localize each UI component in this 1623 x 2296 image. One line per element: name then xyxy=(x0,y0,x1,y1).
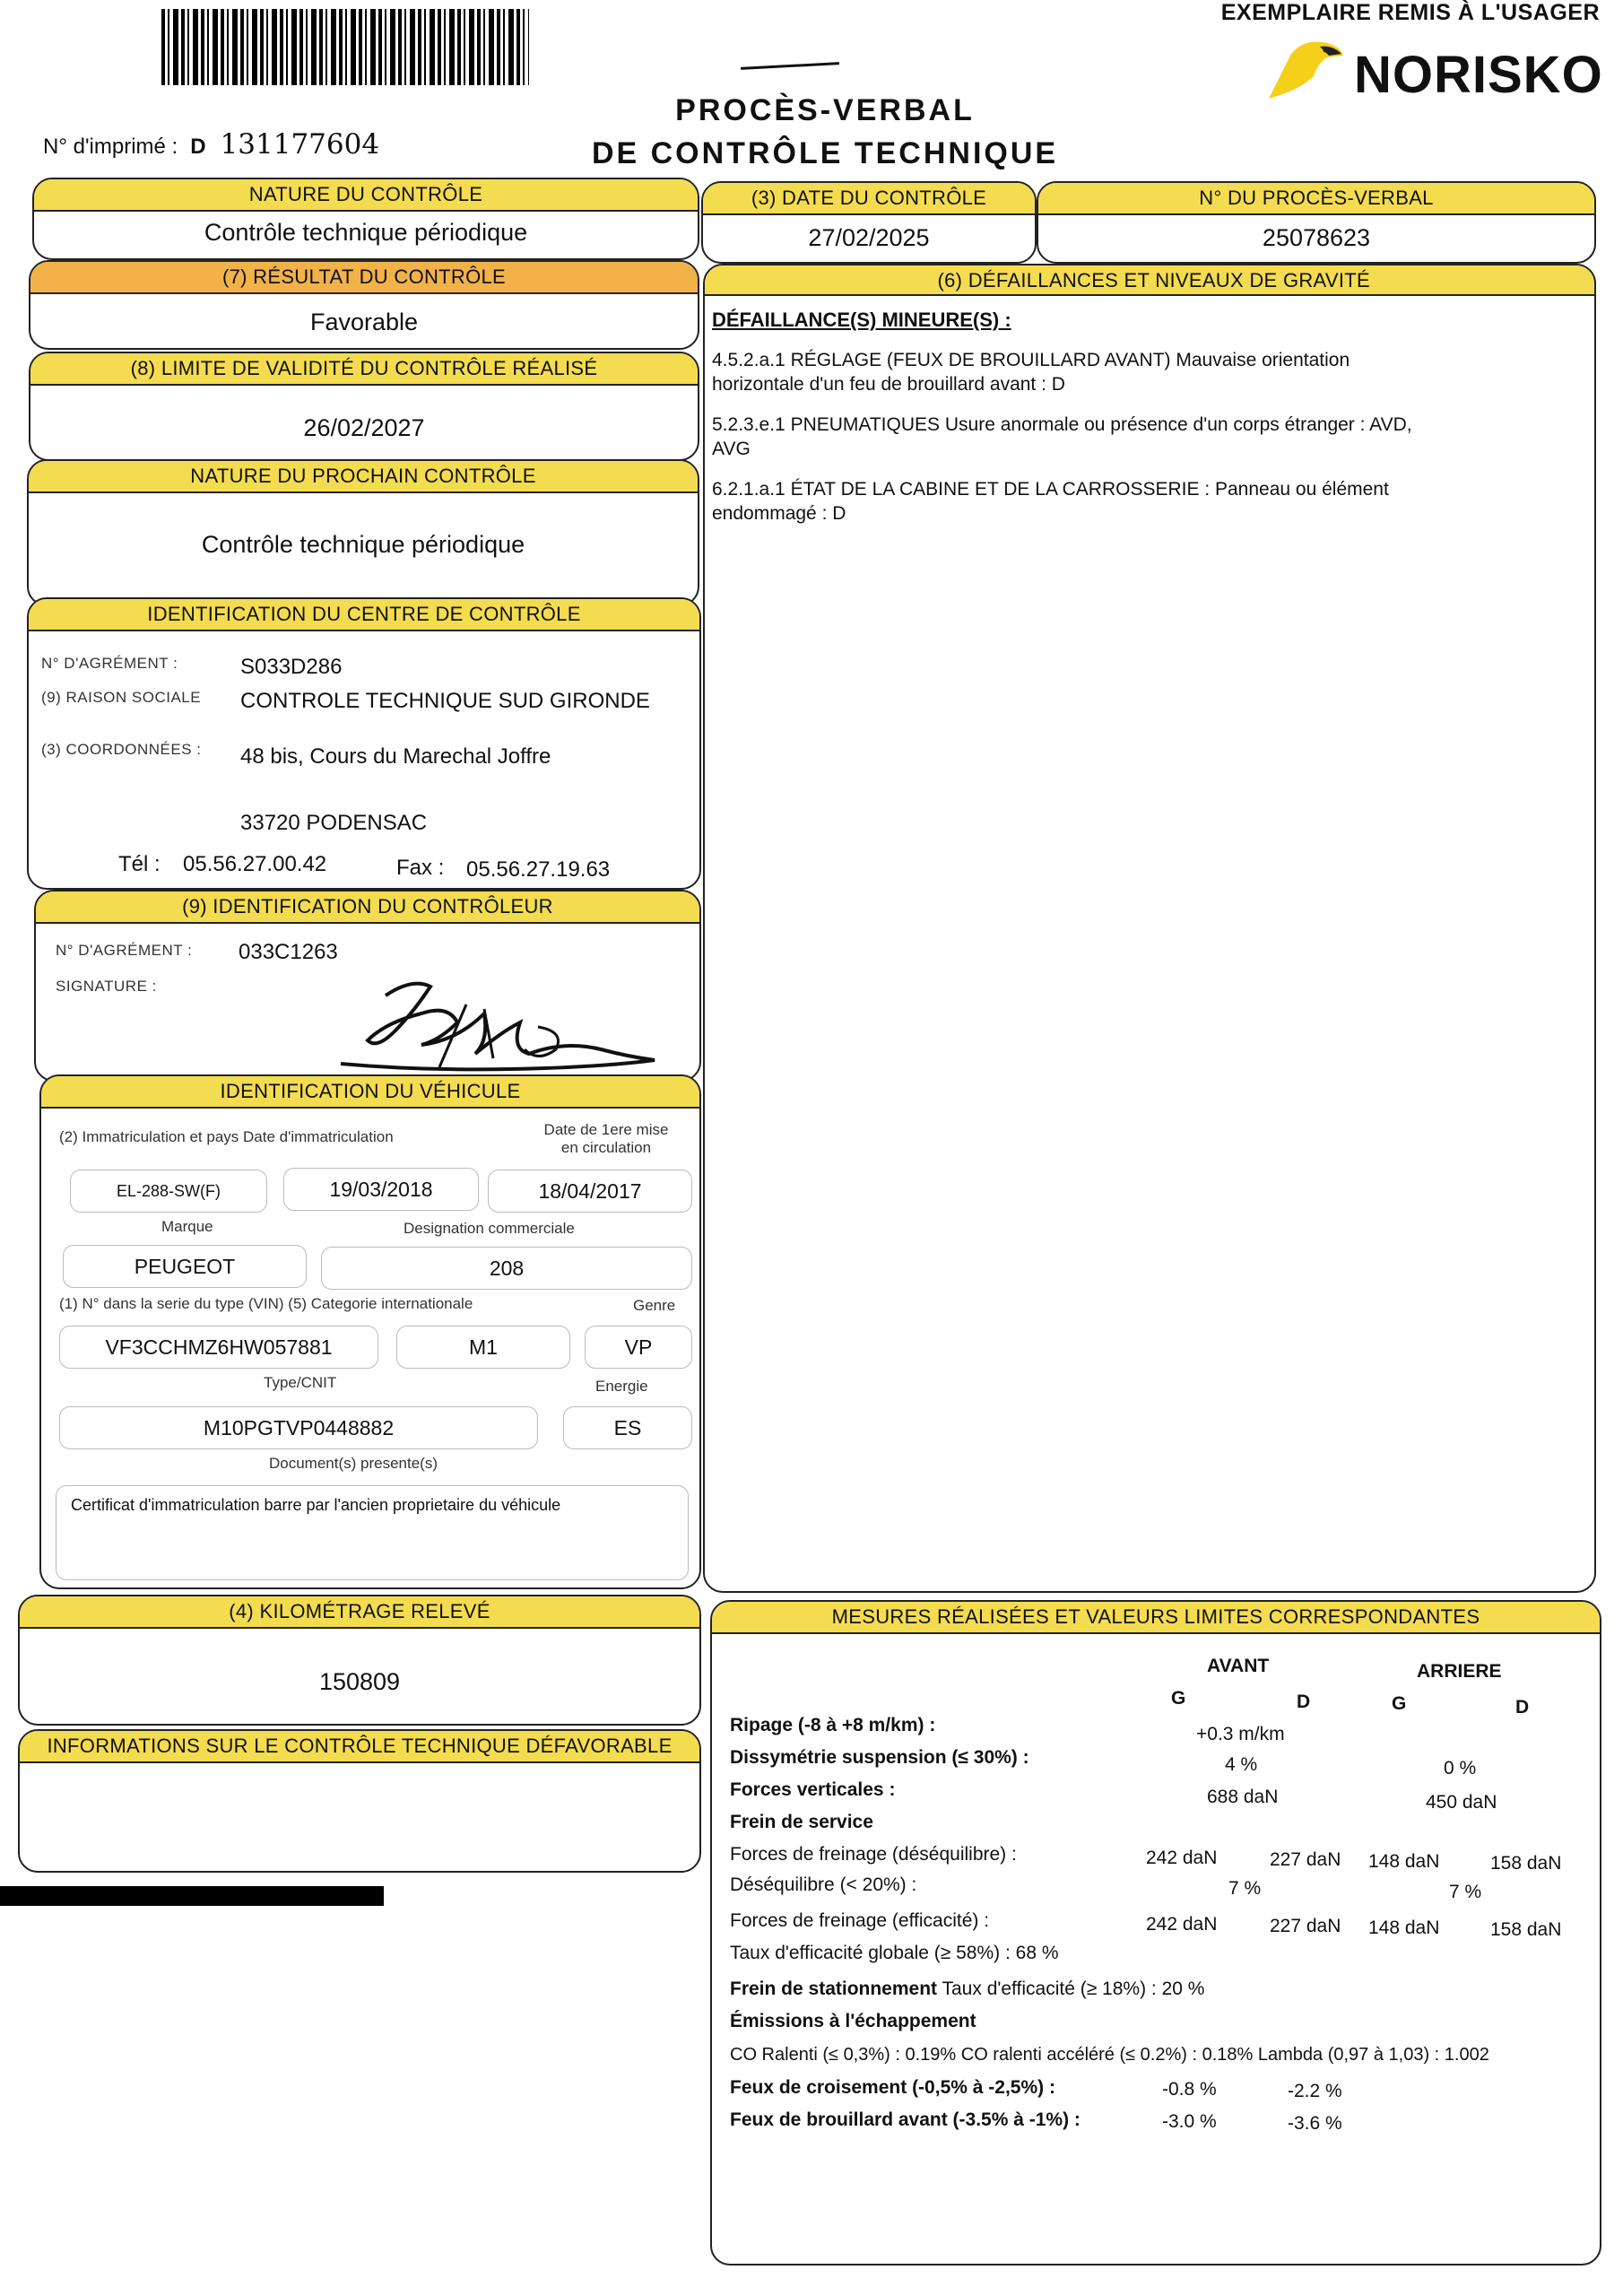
date-value: 27/02/2025 xyxy=(808,224,930,251)
forces-v-ar: 450 daN xyxy=(1426,1792,1497,1813)
energie-value: ES xyxy=(563,1406,692,1449)
mesures-label: MESURES RÉALISÉES ET VALEURS LIMITES CORRESPONDANTES xyxy=(712,1602,1600,1634)
centre-tel: 05.56.27.00.42 xyxy=(183,852,327,876)
resultat-label: (7) RÉSULTAT DU CONTRÔLE xyxy=(30,262,698,294)
croisement-d: -2.2 % xyxy=(1288,2081,1342,2101)
redaction-bar xyxy=(0,1886,384,1906)
vin-label: (1) N° dans la serie du type (VIN) (5) Categorie internationale xyxy=(59,1295,473,1312)
defaillance-item-1-line-1: 4.5.2.a.1 RÉGLAGE (FEUX DE BROUILLARD AVANT) Mauvaise orientation xyxy=(712,350,1350,370)
co-line: CO Ralenti (≤ 0,3%) : 0.19% CO ralenti accéléré (≤ 0.2%) : 0.18% Lambda (0,97 à 1,03) : 1.002 xyxy=(730,2045,1489,2065)
imprime-value: 131177604 xyxy=(220,128,380,161)
designation-label: Designation commerciale xyxy=(404,1220,575,1237)
centre-agrement-label: N° D'AGRÉMENT : xyxy=(41,655,178,672)
centre-raison-label: (9) RAISON SOCIALE xyxy=(41,689,202,706)
defavorable-label: INFORMATIONS SUR LE CONTRÔLE TECHNIQUE DÉFAVORABLE xyxy=(20,1731,699,1763)
brand-name: NORISKO xyxy=(1354,46,1603,104)
ff1-avd: 227 daN xyxy=(1270,1849,1341,1870)
vehicule-panel xyxy=(39,1074,701,1589)
barcode xyxy=(161,9,529,85)
immat-label: (2) Immatriculation et pays Date d'immatriculation xyxy=(59,1128,394,1145)
frein-stat-value: Taux d'efficacité (≥ 18%) : 20 % xyxy=(942,1979,1205,1999)
dissym-av: 4 % xyxy=(1225,1754,1258,1775)
arriere-g: G xyxy=(1392,1693,1407,1714)
defaillance-item-1 xyxy=(712,348,1519,396)
croisement-label: Feux de croisement (-0,5% à -2,5%) : xyxy=(730,2077,1055,2098)
ff1-avg: 242 daN xyxy=(1146,1848,1218,1868)
genre-value: VP xyxy=(585,1326,692,1369)
avant-d: D xyxy=(1297,1692,1311,1712)
limite-label: (8) LIMITE DE VALIDITÉ DU CONTRÔLE RÉALISÉ xyxy=(30,353,698,386)
centre-tel-label: Tél : xyxy=(118,852,161,876)
brouillard-label: Feux de brouillard avant (-3.5% à -1%) : xyxy=(730,2109,1081,2130)
marque-value: PEUGEOT xyxy=(63,1245,307,1288)
date-premiere-value: 18/04/2017 xyxy=(488,1170,692,1213)
arriere-d: D xyxy=(1515,1697,1530,1718)
brouillard-g: -3.0 % xyxy=(1162,2111,1217,2132)
imprime-letter: D xyxy=(190,135,206,159)
croisement-g: -0.8 % xyxy=(1162,2079,1217,2100)
km-label: (4) KILOMÉTRAGE RELEVÉ xyxy=(20,1596,699,1629)
ff2-avg: 242 daN xyxy=(1146,1914,1218,1935)
centre-fax-label: Fax : xyxy=(396,856,445,880)
prochain-label: NATURE DU PROCHAIN CONTRÔLE xyxy=(29,461,698,493)
defaillance-item-1-line-2: horizontale d'un feu de brouillard avant : D xyxy=(712,374,1065,395)
centre-address-1: 48 bis, Cours du Marechal Joffre xyxy=(240,744,551,769)
nature-label: NATURE DU CONTRÔLE xyxy=(34,179,698,212)
date-immat-value: 19/03/2018 xyxy=(283,1168,479,1211)
signature-image xyxy=(332,978,673,1076)
defaillances-panel xyxy=(703,264,1596,1593)
limite-value: 26/02/2027 xyxy=(303,414,425,441)
defaillance-item-2-line-2: AVG xyxy=(712,439,751,459)
categorie-value: M1 xyxy=(396,1326,570,1369)
forces-f-deseq-label: Forces de freinage (déséquilibre) : xyxy=(730,1844,1017,1865)
ff2-arg: 148 daN xyxy=(1368,1918,1440,1938)
defaillance-item-3 xyxy=(712,477,1519,526)
dissym-ar: 0 % xyxy=(1444,1758,1477,1779)
eagle-icon xyxy=(1264,36,1345,108)
forces-v-av: 688 daN xyxy=(1207,1787,1279,1807)
imprime-label: N° d'imprimé : xyxy=(43,135,178,159)
forces-f-eff-label: Forces de freinage (efficacité) : xyxy=(730,1910,990,1931)
ripage-label: Ripage (-8 à +8 m/km) : xyxy=(730,1715,936,1735)
docs-label: Document(s) presente(s) xyxy=(269,1455,438,1472)
premiere-label-line-1: Date de 1ere mise xyxy=(543,1121,669,1138)
docs-value: Certificat d'immatriculation barre par l'ancien proprietaire du véhicule xyxy=(56,1485,689,1580)
deseq-ar: 7 % xyxy=(1449,1882,1482,1902)
resultat-value: Favorable xyxy=(309,309,419,335)
type-label: Type/CNIT xyxy=(264,1374,337,1391)
centre-address-2: 33720 PODENSAC xyxy=(240,811,428,835)
copy-label: EXEMPLAIRE REMIS À L'USAGER xyxy=(1220,0,1600,25)
defaillance-item-2 xyxy=(712,413,1519,461)
genre-label: Genre xyxy=(633,1297,676,1314)
limite-panel xyxy=(29,352,699,461)
type-value: M10PGTVP0448882 xyxy=(59,1406,538,1449)
centre-label: IDENTIFICATION DU CENTRE DE CONTRÔLE xyxy=(29,599,699,631)
nature-panel xyxy=(32,178,699,260)
imprime-number xyxy=(43,128,379,161)
frein-stat-label: Frein de stationnement xyxy=(730,1979,938,1999)
signature-label: SIGNATURE : xyxy=(56,978,157,995)
marque-label: Marque xyxy=(161,1218,213,1235)
energie-label: Energie xyxy=(595,1378,648,1395)
defavorable-panel xyxy=(18,1729,701,1873)
pv-panel xyxy=(1037,181,1596,264)
title-dash xyxy=(741,62,839,70)
centre-agrement: S033D286 xyxy=(240,655,343,679)
immat-value: EL-288-SW(F) xyxy=(70,1170,267,1213)
ff2-avd: 227 daN xyxy=(1270,1916,1341,1936)
prochain-panel xyxy=(27,459,699,606)
pv-value: 25078623 xyxy=(1262,224,1371,251)
km-panel xyxy=(18,1595,701,1726)
brouillard-d: -3.6 % xyxy=(1288,2113,1342,2134)
defaillances-heading: DÉFAILLANCE(S) MINEURE(S) : xyxy=(712,309,1011,331)
resultat-panel xyxy=(29,260,699,350)
defaillance-item-3-line-2: endommagé : D xyxy=(712,503,846,524)
centre-coord-label: (3) COORDONNÉES : xyxy=(41,741,202,758)
km-value: 150809 xyxy=(318,1668,401,1695)
arriere-header: ARRIERE xyxy=(1417,1661,1502,1682)
ff1-ard: 158 daN xyxy=(1490,1853,1562,1874)
ff2-ard: 158 daN xyxy=(1490,1919,1562,1940)
controleur-agrement: 033C1263 xyxy=(239,940,338,964)
centre-fax: 05.56.27.19.63 xyxy=(466,857,611,882)
avant-g: G xyxy=(1171,1688,1186,1709)
title-line-2: DE CONTRÔLE TECHNIQUE xyxy=(591,136,1059,170)
ripage-value: +0.3 m/km xyxy=(1196,1724,1285,1744)
controleur-label: (9) IDENTIFICATION DU CONTRÔLEUR xyxy=(36,891,699,924)
taux-global: Taux d'efficacité globale (≥ 58%) : 68 % xyxy=(730,1943,1059,1963)
date-panel xyxy=(701,181,1037,264)
prochain-value: Contrôle technique périodique xyxy=(201,531,525,558)
centre-raison: CONTROLE TECHNIQUE SUD GIRONDE xyxy=(240,689,650,713)
defaillances-label: (6) DÉFAILLANCES ET NIVEAUX DE GRAVITÉ xyxy=(705,265,1594,296)
defaillance-item-2-line-1: 5.2.3.e.1 PNEUMATIQUES Usure anormale ou présence d'un corps étranger : AVD, xyxy=(712,414,1412,435)
premiere-label-line-2: en circulation xyxy=(560,1139,652,1156)
ff1-arg: 148 daN xyxy=(1368,1851,1440,1872)
deseq-label: Déséquilibre (< 20%) : xyxy=(730,1874,917,1895)
pv-label: N° DU PROCÈS-VERBAL xyxy=(1038,183,1594,215)
title-line-1: PROCÈS-VERBAL xyxy=(675,93,975,127)
frein-service: Frein de service xyxy=(730,1812,873,1832)
date-label: (3) DATE DU CONTRÔLE xyxy=(703,183,1035,215)
frein-stationnement xyxy=(730,1979,1204,2000)
vehicule-label: IDENTIFICATION DU VÉHICULE xyxy=(41,1076,699,1109)
premiere-label xyxy=(516,1121,696,1157)
deseq-av: 7 % xyxy=(1228,1878,1262,1899)
vin-value: VF3CCHMZ6HW057881 xyxy=(59,1326,378,1369)
dissym-label: Dissymétrie suspension (≤ 30%) : xyxy=(730,1747,1029,1768)
avant-header: AVANT xyxy=(1207,1656,1270,1676)
emissions-heading: Émissions à l'échappement xyxy=(730,2011,976,2031)
norisko-logo xyxy=(1264,36,1605,108)
defaillance-item-3-line-1: 6.2.1.a.1 ÉTAT DE LA CABINE ET DE LA CARROSSERIE : Panneau ou élément xyxy=(712,479,1389,500)
controleur-agrement-label: N° D'AGRÉMENT : xyxy=(56,942,193,959)
designation-value: 208 xyxy=(321,1247,692,1290)
forces-v-label: Forces verticales : xyxy=(730,1779,896,1800)
centre-panel xyxy=(27,597,701,890)
nature-value: Contrôle technique périodique xyxy=(204,219,528,246)
